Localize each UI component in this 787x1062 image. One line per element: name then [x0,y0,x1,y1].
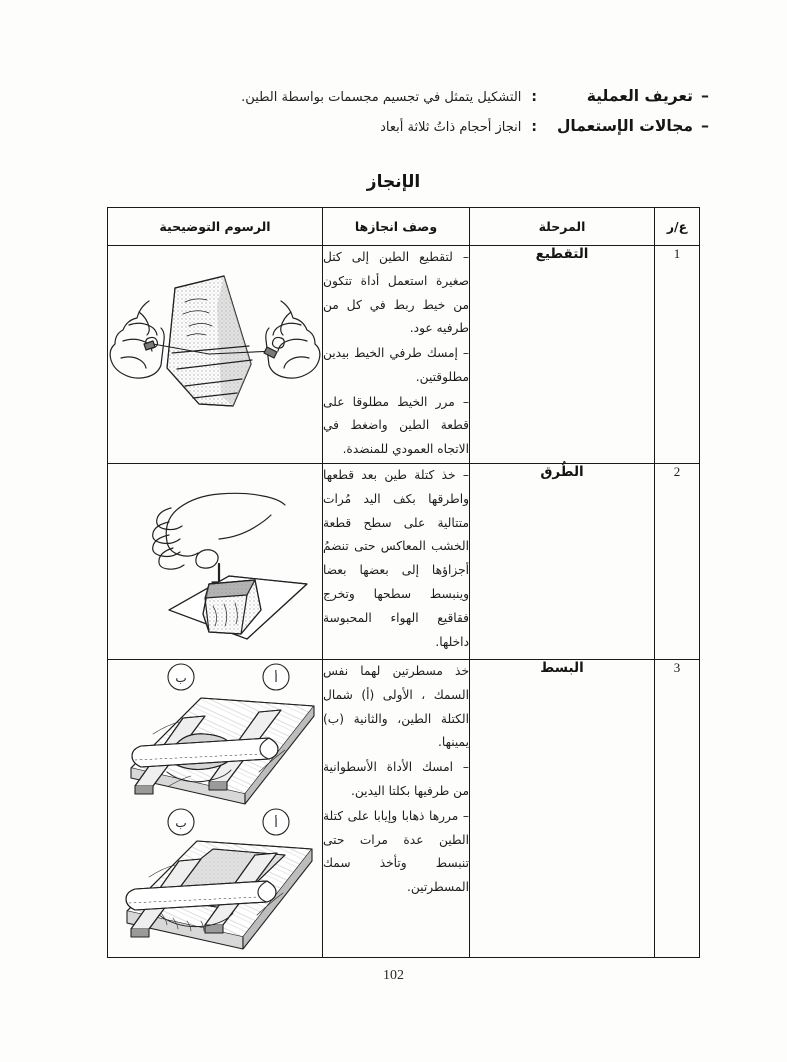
desc-line: خذ مسطرتين لهما نفس السمك ، الأولى (أ) شمال الكتلة الطين، والثانية (ب) يمينها. [323,664,469,750]
definition-body-usage: انجاز أحجام ذاتُ ثلاثة أبعاد [380,120,522,135]
column-header-stage: المرحلة [470,208,655,246]
row-drawing-1 [108,246,323,464]
definition-colon: : [531,119,537,135]
definition-body-operation: التشكيل يتمثل في تجسيم مجسمات بواسطة الطين. [241,90,522,105]
desc-line: – إمسك طرفي الخيط بيدين مطلوقتين. [323,346,469,384]
row-stage-1: التقطيع [470,246,655,464]
bullet-dash-icon: – [701,116,709,135]
definition-term-operation: تعريف العملية [586,87,693,105]
definition-term-usage: مجالات الإستعمال [556,117,693,135]
definition-row-usage [150,116,709,135]
column-header-desc: وصف انجازها [323,208,470,246]
section-title: الإنجاز [366,172,421,192]
row-description-1 [323,246,470,464]
row-stage-2: الطُرق [470,464,655,660]
definitions-block [150,86,709,146]
page-number: 102 [383,968,404,983]
desc-line: – لتقطيع الطين إلى كتل صغيرة استعمل أداة تتكون من خيط ربط في كل من طرفيه عود. [323,250,469,336]
illustration-rolling-pin-flattening-clay-between-rulers [108,660,322,956]
row-number-3: 3 [655,660,700,958]
desc-line: – مررها ذهابا وإيابا على كتلة الطين عدة مرات حتى تنبسط وتأخذ سمك المسطرتين. [323,808,469,895]
table-row [108,246,700,464]
illustration-hands-cutting-clay-with-wire [108,246,322,439]
ruler-label-b: ب [175,671,187,686]
ruler-label-a: أ [274,671,278,686]
desc-line: – مرر الخيط مطلوقا على قطعة الطين واضغط في الاتجاه العمودي للمنضدة. [323,394,469,457]
desc-line: – خذ كتلة طين بعد قطعها واطرقها بكف اليد مُرات متتالية على سطح قطعة الخشب المعاكس حتى تنضمُ أجزاؤها إلى بعضها بعضا وينبسط سطحها وتخرج فقاقيع الهواء المحبوسة داخلها. [323,468,469,649]
procedure-table [107,207,700,958]
row-number-2: 2 [655,464,700,660]
ruler-label-a: أ [274,816,278,831]
row-number-1: 1 [655,246,700,464]
row-drawing-3 [108,660,323,958]
table-row [108,660,700,958]
desc-line: – امسك الأداة الأسطوانية من طرفيها بكلتا اليدين. [323,760,469,798]
column-header-num: ع/ر [655,208,700,246]
procedure-table-container [108,207,700,958]
row-drawing-2 [108,464,323,660]
illustration-hand-striking-clay-block-on-board [108,464,322,657]
table-row [108,464,700,660]
row-stage-3: البسط [470,660,655,958]
bullet-dash-icon: – [701,86,709,105]
table-header-row [108,208,700,246]
row-description-2 [323,464,470,660]
ruler-label-b: ب [175,816,187,831]
column-header-draw: الرسوم التوضيحية [108,208,323,246]
row-description-3 [323,660,470,958]
definition-colon: : [531,89,537,105]
definition-row-operation [150,86,709,105]
